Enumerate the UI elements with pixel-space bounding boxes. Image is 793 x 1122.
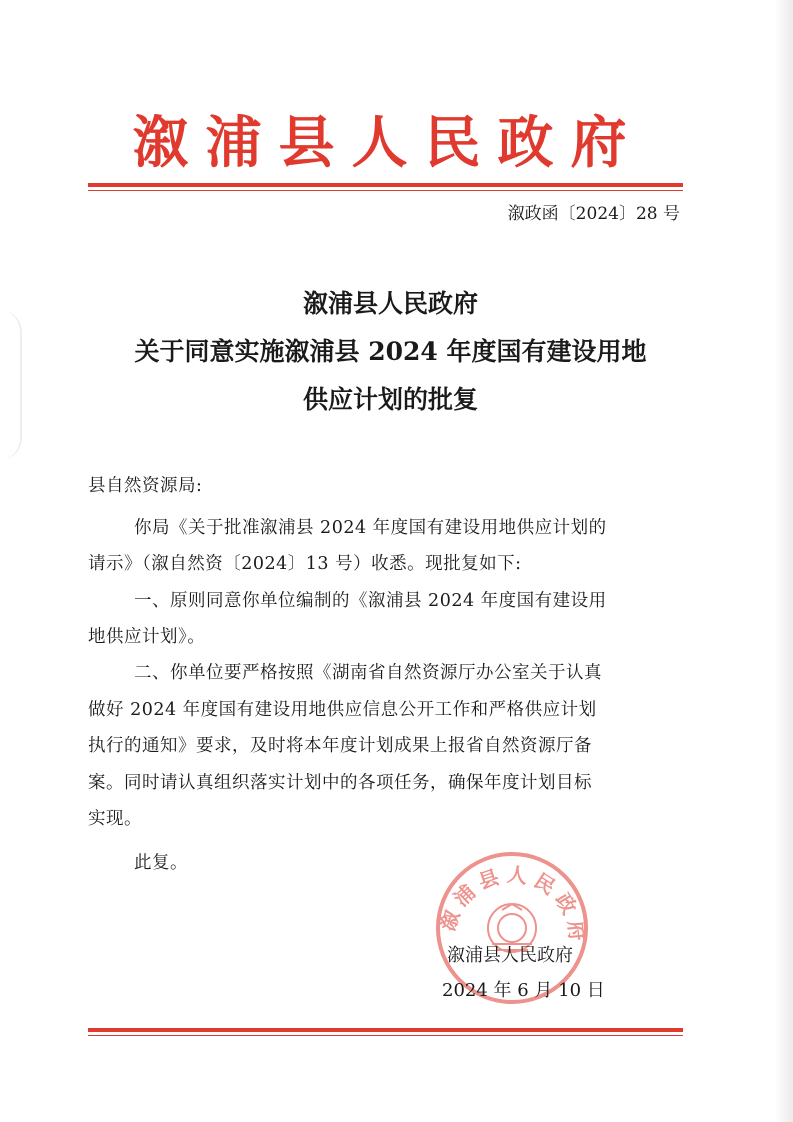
addressee: 县自然资源局:: [88, 476, 203, 496]
document-title-line-2: 关于同意实施溆浦县 2024 年度国有建设用地: [134, 337, 647, 366]
body-line-1: 你局《关于批准溆浦县 2024 年度国有建设用地供应计划的: [134, 518, 607, 538]
body-line-2: 请示》（溆自然资〔2024〕13 号）收悉。现批复如下:: [88, 554, 522, 574]
issuing-authority-header: 溆浦县人民政府: [132, 110, 644, 176]
header-red-rule-thick: [88, 183, 683, 187]
body-line-3: 一、原则同意你单位编制的《溆浦县 2024 年度国有建设用: [134, 591, 607, 611]
signature-organization: 溆浦县人民政府: [447, 945, 573, 966]
document-title-line-3: 供应计划的批复: [302, 385, 478, 414]
body-line-4: 地供应计划》。: [88, 627, 206, 647]
body-line-7: 执行的通知》要求，及时将本年度计划成果上报省自然资源厅备: [88, 736, 592, 756]
scan-binding-mark: [0, 310, 22, 460]
document-number: 溆政函〔2024〕28 号: [507, 204, 680, 224]
seal-text: 溆浦县人民政府: [435, 861, 590, 948]
signature-date: 2024 年 6 月 10 日: [442, 980, 605, 1001]
body-line-5: 二、你单位要严格按照《湖南省自然资源厅办公室关于认真: [134, 663, 602, 683]
scan-edge-shadow: [775, 0, 793, 1122]
body-line-9: 实现。: [88, 809, 142, 829]
document-title-line-1: 溆浦县人民政府: [302, 289, 478, 318]
body-line-8: 案。同时请认真组织落实计划中的各项任务，确保年度计划目标: [88, 773, 592, 793]
closing-remark: 此复。: [134, 853, 188, 873]
header-red-rule-thin: [88, 190, 683, 191]
footer-red-rule-thick: [88, 1028, 683, 1032]
footer-red-rule-thin: [88, 1035, 683, 1036]
body-line-6: 做好 2024 年度国有建设用地供应信息公开工作和严格供应计划: [88, 700, 597, 720]
